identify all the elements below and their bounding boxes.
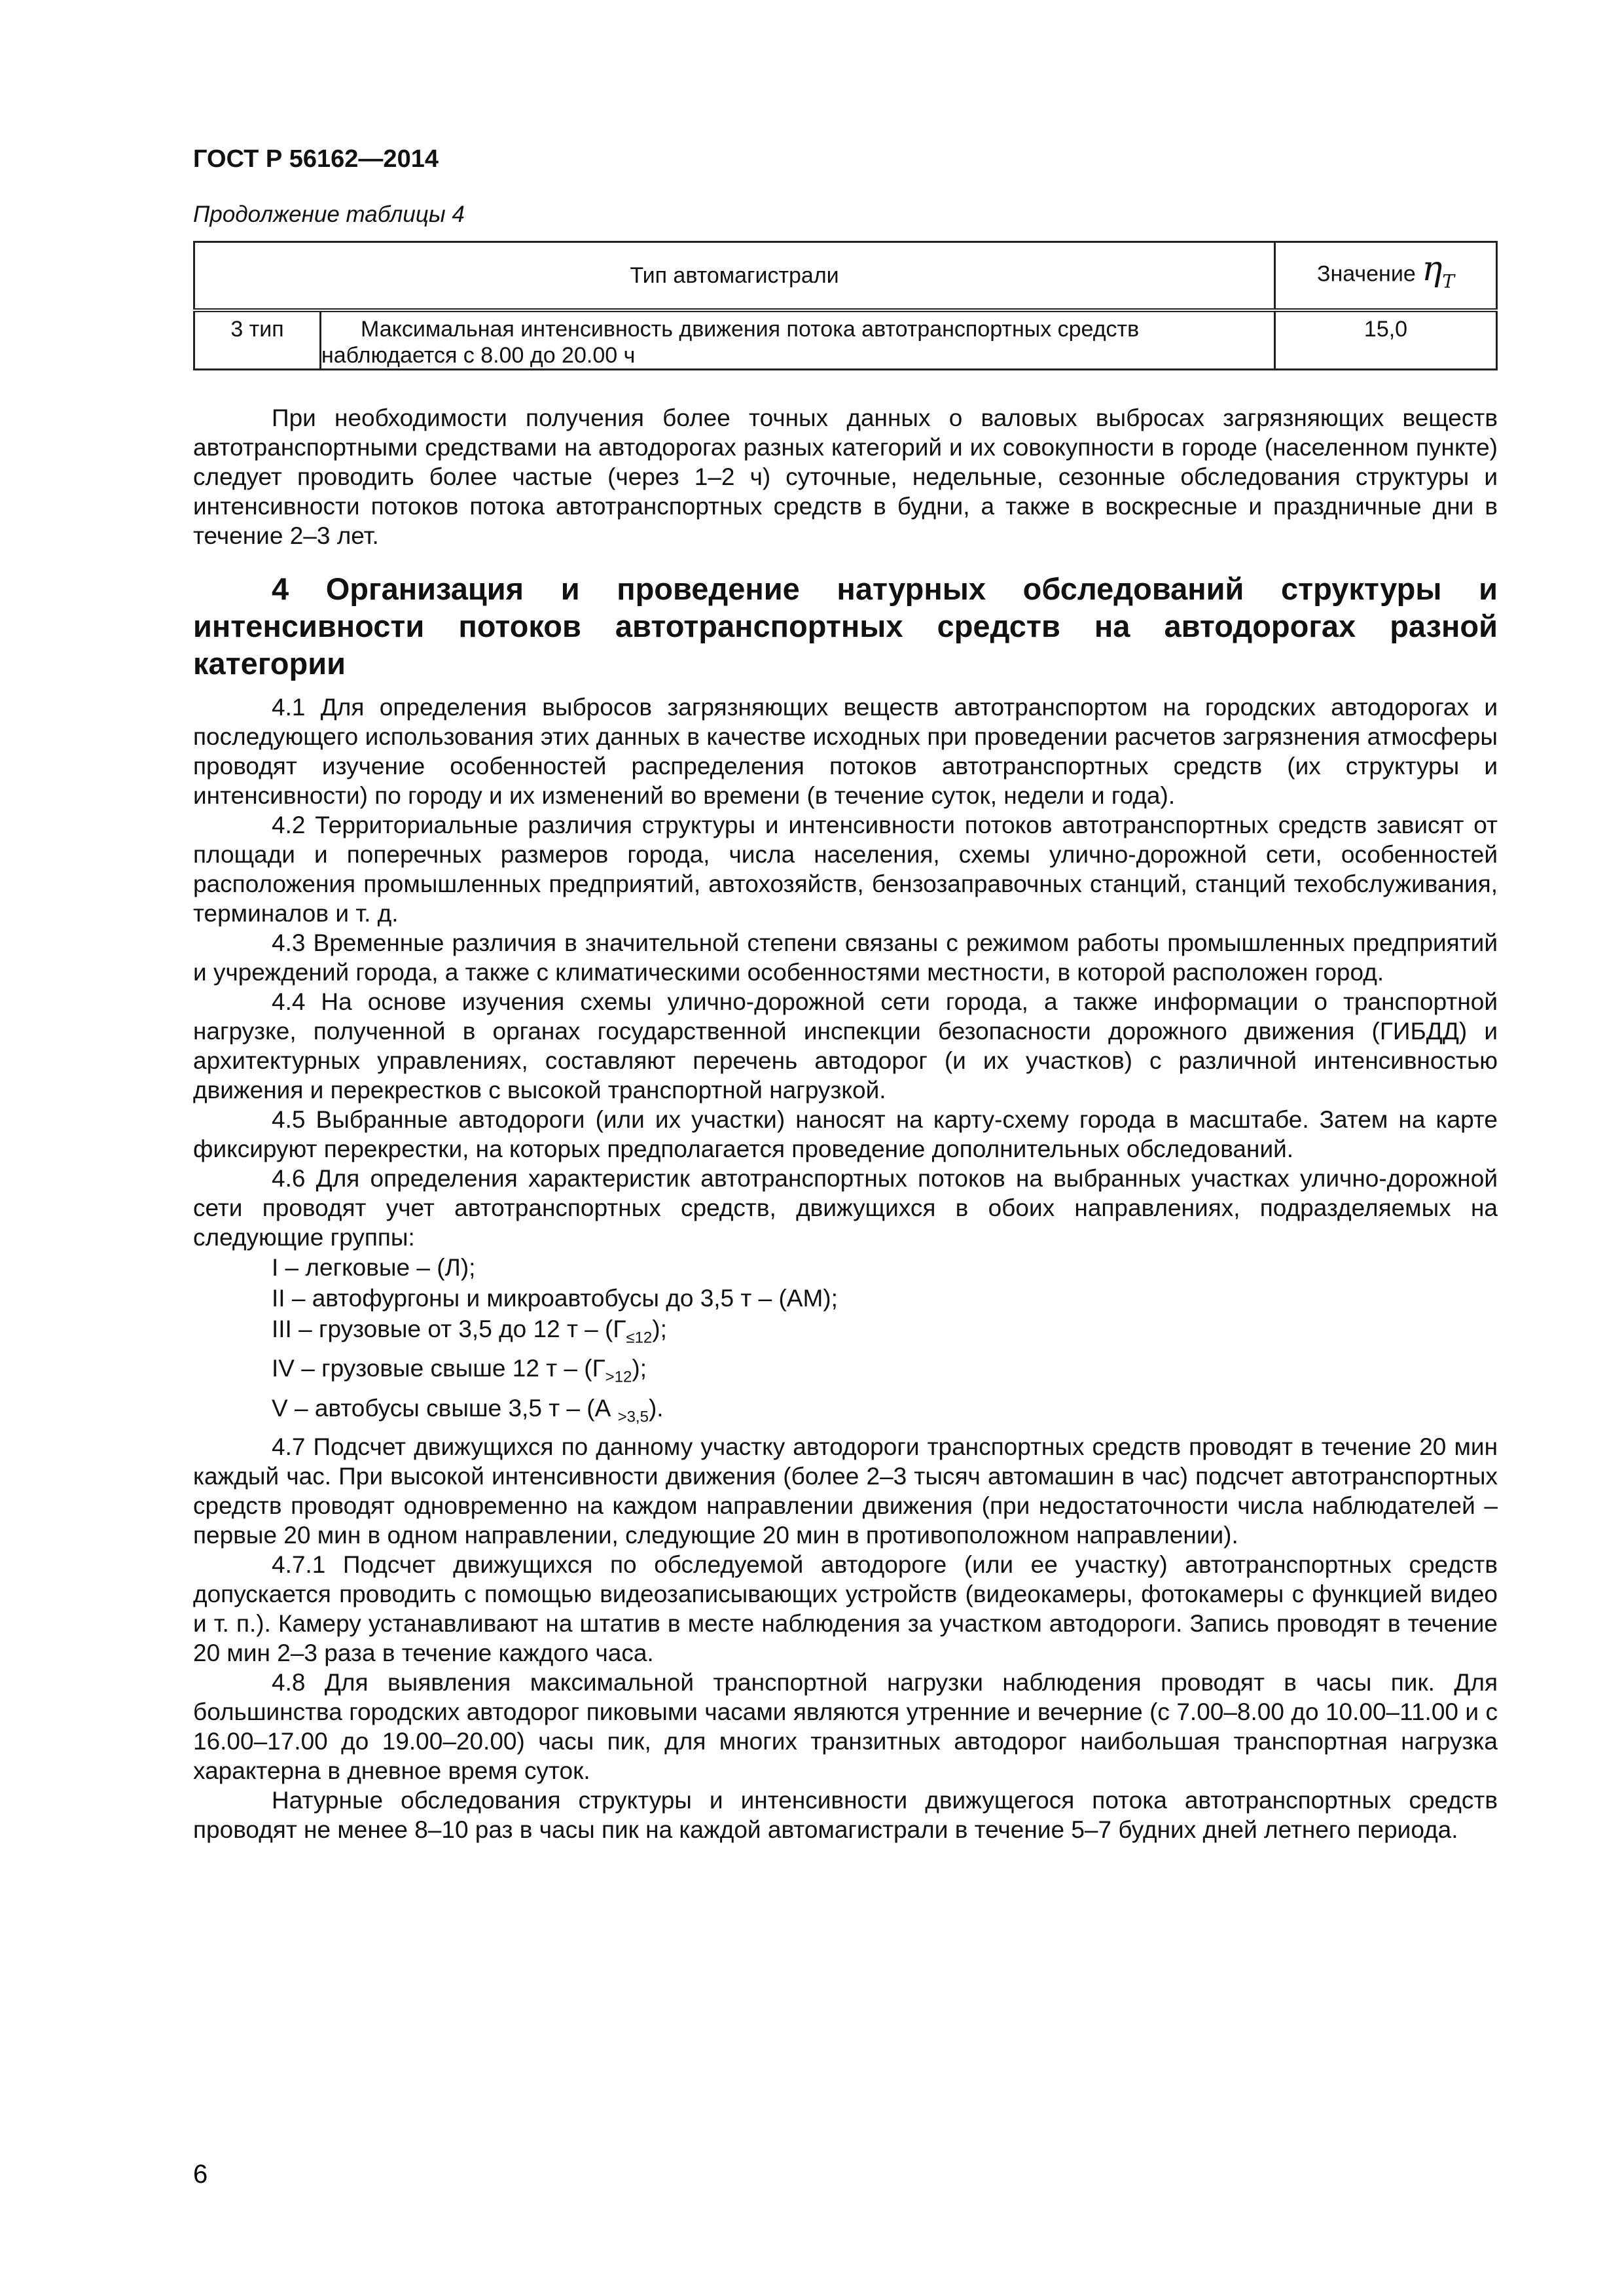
paragraph-4-6: 4.6 Для определения характеристик автотранспортных потоков на выбранных участках улично-дорожной сети проводят учет автотранспортных средств, движущихся в обоих направлениях, подразделяемых на следующие группы: [193, 1165, 1498, 1251]
table-header-row [194, 242, 1497, 311]
group-item-4: IV – грузовые свыше 12 т – $(Г_{>12})$; [272, 1355, 647, 1386]
intro-paragraph: При необходимости получения более точных данных о валовых выбросах загрязняющих веществ автотранспортными средствами на автодорогах разных категорий и их совокупности в городе (населенном пункте) следует проводить более частые (через 1–2 ч) суточные, недельные, сезонные обследования структуры и интенсивности потоков потока автотранспортных средств в будни, а также в воскресные и праздничные дни в течение 2–3 лет. [193, 404, 1498, 549]
table-4 [193, 241, 1498, 370]
page-number: 6 [193, 2160, 208, 2189]
table-caption: Продолжение таблицы 4 [193, 202, 465, 227]
header-value-label: Значение [1316, 261, 1416, 287]
row-desc-line2: наблюдается с 8.00 до 20.00 ч [321, 343, 636, 368]
group-item-3: III – грузовые от 3,5 до 12 т – $(Г_{\le 12})$; [272, 1316, 667, 1347]
paragraph-4-3: 4.3 Временные различия в значительной степени связаны с режимом работы промышленных предприятий и учреждений города, а также с климатическими особенностями местности, в которой расположен город. [193, 929, 1498, 986]
section-4-title: 4 Организация и проведение натурных обследований структуры и интенсивности потоков автотранспортных средств на автодорогах разной категории [193, 571, 1498, 681]
table-row [194, 310, 1497, 370]
eta-symbol: $\eta_T$ [1422, 249, 1455, 293]
group-item-1: I – легковые – (Л); [272, 1254, 476, 1281]
paragraph-4-1: 4.1 Для определения выбросов загрязняющих веществ автотранспортом на городских автодорогах и последующего использования этих данных в качестве исходных при проведении расчетов загрязнения атмосферы проводят изучение особенностей распределения потоков автотранспортных средств (их структуры и интенсивности) по городу и их изменений во времени (в течение суток, недели и года). [193, 694, 1498, 809]
paragraph-4-2: 4.2 Территориальные различия структуры и интенсивности потоков автотранспортных средств зависят от площади и поперечных размеров города, числа населения, схемы улично-дорожной сети, особенностей расположения промышленных предприятий, автохозяйств, бензозаправочных станций, станций техобслуживания, терминалов и т. д. [193, 812, 1498, 927]
document-header: ГОСТ Р 56162—2014 [193, 145, 439, 173]
row-type-cell: 3 тип [194, 310, 321, 370]
group-item-2: II – автофургоны и микроавтобусы до 3,5 т – (АМ); [272, 1285, 838, 1312]
paragraph-final: Натурные обследования структуры и интенсивности движущегося потока автотранспортных средств проводят не менее 8–10 раз в часы пик на каждой автомагистрали в течение 5–7 будних дней летнего периода. [193, 1787, 1498, 1844]
header-type-cell: Тип автомагистрали [194, 242, 1275, 311]
paragraph-4-7: 4.7 Подсчет движущихся по данному участку автодороги транспортных средств проводят в течение 20 мин каждый час. При высокой интенсивности движения (более 2–3 тысяч автомашин в час) подсчет автотранспортных средств проводят одновременно на каждом направлении движения (при недостаточности числа наблюдателей – первые 20 мин в одном направлении, следующие 20 мин в противоположном направлении). [193, 1433, 1498, 1549]
paragraph-4-5: 4.5 Выбранные автодороги (или их участки) наносят на карту-схему города в масштабе. Затем на карте фиксируют перекрестки, на которых предполагается проведение дополнительных обследований. [193, 1106, 1498, 1162]
paragraph-4-8: 4.8 Для выявления максимальной транспортной нагрузки наблюдения проводят в часы пик. Для большинства городских автодорог пиковыми часами являются утренние и вечерние (с 7.00–8.00 до 10.00–11.00 и с 16.00–17.00 до 19.00–20.00) часы пик, для многих транзитных автодорог наибольшая транспортная нагрузка характерна в дневное время суток. [193, 1669, 1498, 1785]
paragraph-4-7-1: 4.7.1 Подсчет движущихся по обследуемой автодороге (или ее участку) автотранспортных средств допускается проводить с помощью видеозаписывающих устройств (видеокамеры, фотокамеры с функцией видео и т. п.). Камеру устанавливают на штатив в месте наблюдения за участком автодороги. Запись проводят в течение 20 мин 2–3 раза в течение каждого часа. [193, 1551, 1498, 1667]
row-value-cell: 15,0 [1275, 310, 1497, 370]
row-desc-cell [321, 310, 1275, 370]
document-page [193, 144, 1498, 1844]
paragraph-4-4: 4.4 На основе изучения схемы улично-дорожной сети города, а также информации о транспортной нагрузке, полученной в органах государственной инспекции безопасности дорожного движения (ГИБДД) и архитектурных управлениях, составляют перечень автодорог (и их участков) с различной интенсивностью движения и перекрестков с высокой транспортной нагрузкой. [193, 988, 1498, 1103]
header-value-cell [1275, 242, 1497, 311]
row-desc-line1: Максимальная интенсивность движения потока автотранспортных средств [361, 317, 1140, 342]
group-item-5: V – автобусы свыше 3,5 т – (А $_{>3,5}$). [272, 1394, 664, 1426]
